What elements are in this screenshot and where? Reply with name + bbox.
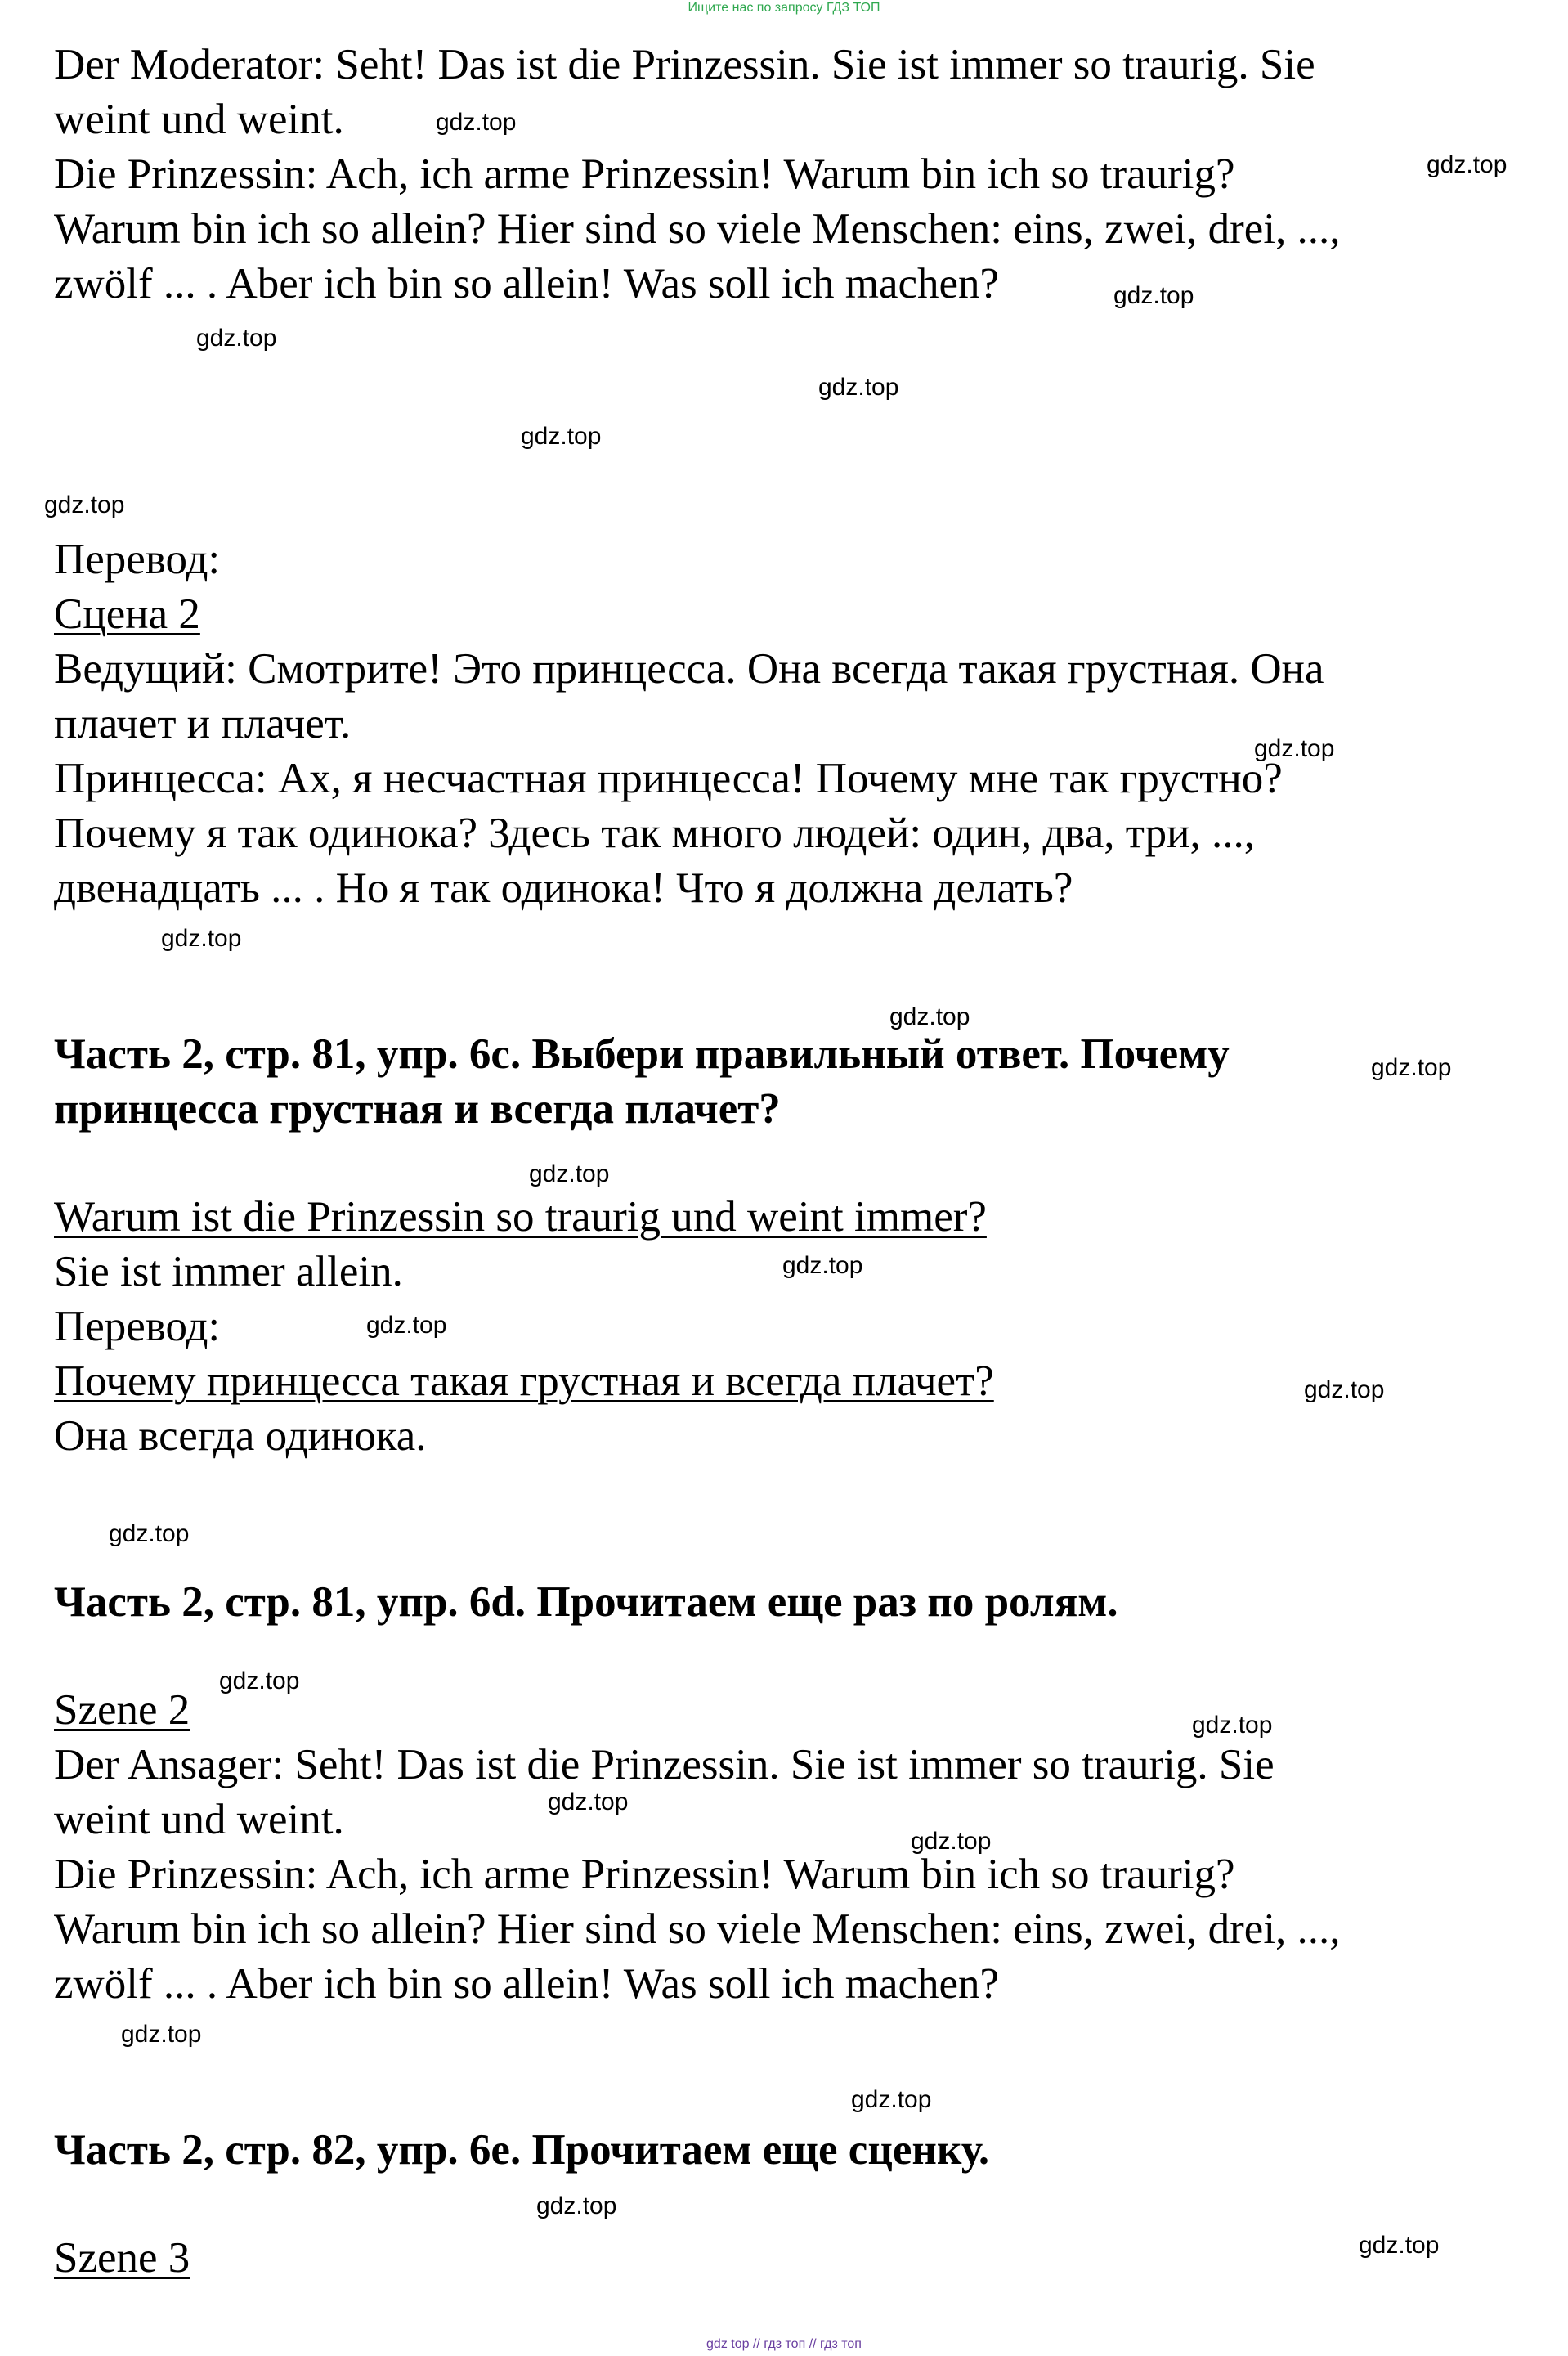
text-line: Принцесса: Ах, я несчастная принцесса! Почему мне так грустно? xyxy=(54,755,1283,802)
watermark: gdz.top xyxy=(109,1520,190,1547)
watermark: gdz.top xyxy=(1113,282,1194,309)
exercise-heading: Часть 2, стр. 82, упр. 6e. Прочитаем еще сценку. xyxy=(54,2126,990,2174)
scene-title: Szene 3 xyxy=(54,2234,190,2282)
text-line: weint und weint. xyxy=(54,96,344,143)
top-banner: Ищите нас по запросу ГДЗ ТОП xyxy=(688,1,880,15)
watermark: gdz.top xyxy=(782,1252,863,1279)
watermark: gdz.top xyxy=(818,374,899,401)
watermark: gdz.top xyxy=(1192,1712,1273,1739)
watermark: gdz.top xyxy=(536,2192,617,2219)
watermark: gdz.top xyxy=(366,1312,447,1339)
watermark: gdz.top xyxy=(851,2086,932,2113)
watermark: gdz.top xyxy=(1359,2232,1440,2259)
text-line: Der Ansager: Seht! Das ist die Prinzessin. Sie ist immer so traurig. Sie xyxy=(54,1741,1275,1788)
watermark: gdz.top xyxy=(436,109,517,136)
text-line: zwölf ... . Aber ich bin so allein! Was soll ich machen? xyxy=(54,1960,1000,2008)
text-line: двенадцать ... . Но я так одинока! Что я должна делать? xyxy=(54,864,1073,912)
text-line: weint und weint. xyxy=(54,1796,344,1843)
bottom-banner: gdz top // гдз топ // гдз топ xyxy=(706,2337,862,2351)
text-line: плачет и плачет. xyxy=(54,700,352,747)
watermark: gdz.top xyxy=(161,925,242,952)
text-line: Warum bin ich so allein? Hier sind so viele Menschen: eins, zwei, drei, ..., xyxy=(54,1905,1341,1953)
question-ru: Почему принцесса такая грустная и всегда плачет? xyxy=(54,1358,994,1405)
question-de: Warum ist die Prinzessin so traurig und weint immer? xyxy=(54,1193,987,1241)
text-line: Warum bin ich so allein? Hier sind so viele Menschen: eins, zwei, drei, ..., xyxy=(54,205,1341,253)
text-line: Ведущий: Смотрите! Это принцесса. Она всегда такая грустная. Она xyxy=(54,645,1324,693)
watermark: gdz.top xyxy=(1254,735,1335,762)
translation-label: Перевод: xyxy=(54,536,221,583)
exercise-heading: принцесса грустная и всегда плачет? xyxy=(54,1085,781,1133)
answer-ru: Она всегда одинока. xyxy=(54,1412,427,1460)
text-line: Die Prinzessin: Ach, ich arme Prinzessin! Warum bin ich so traurig? xyxy=(54,1851,1235,1898)
text-line: Die Prinzessin: Ach, ich arme Prinzessin! Warum bin ich so traurig? xyxy=(54,150,1235,198)
watermark: gdz.top xyxy=(1304,1376,1385,1403)
translation-label: Перевод: xyxy=(54,1303,221,1350)
watermark: gdz.top xyxy=(911,1828,992,1855)
watermark: gdz.top xyxy=(889,1003,970,1030)
scene-title: Сцена 2 xyxy=(54,590,200,638)
text-line: Der Moderator: Seht! Das ist die Prinzessin. Sie ist immer so traurig. Sie xyxy=(54,41,1315,88)
watermark: gdz.top xyxy=(1427,151,1508,178)
exercise-heading: Часть 2, стр. 81, упр. 6d. Прочитаем еще раз по ролям. xyxy=(54,1578,1118,1626)
watermark: gdz.top xyxy=(529,1160,610,1187)
watermark: gdz.top xyxy=(1371,1054,1452,1081)
watermark: gdz.top xyxy=(548,1788,629,1815)
watermark: gdz.top xyxy=(196,325,277,352)
exercise-heading: Часть 2, стр. 81, упр. 6c. Выбери правильный ответ. Почему xyxy=(54,1030,1230,1078)
watermark: gdz.top xyxy=(219,1667,300,1694)
watermark: gdz.top xyxy=(121,2021,202,2048)
scene-title: Szene 2 xyxy=(54,1686,190,1734)
watermark: gdz.top xyxy=(521,423,602,450)
text-line: Почему я так одинока? Здесь так много людей: один, два, три, ..., xyxy=(54,810,1255,857)
text-line: zwölf ... . Aber ich bin so allein! Was soll ich machen? xyxy=(54,260,1000,307)
watermark: gdz.top xyxy=(44,491,125,518)
answer-de: Sie ist immer allein. xyxy=(54,1248,403,1295)
